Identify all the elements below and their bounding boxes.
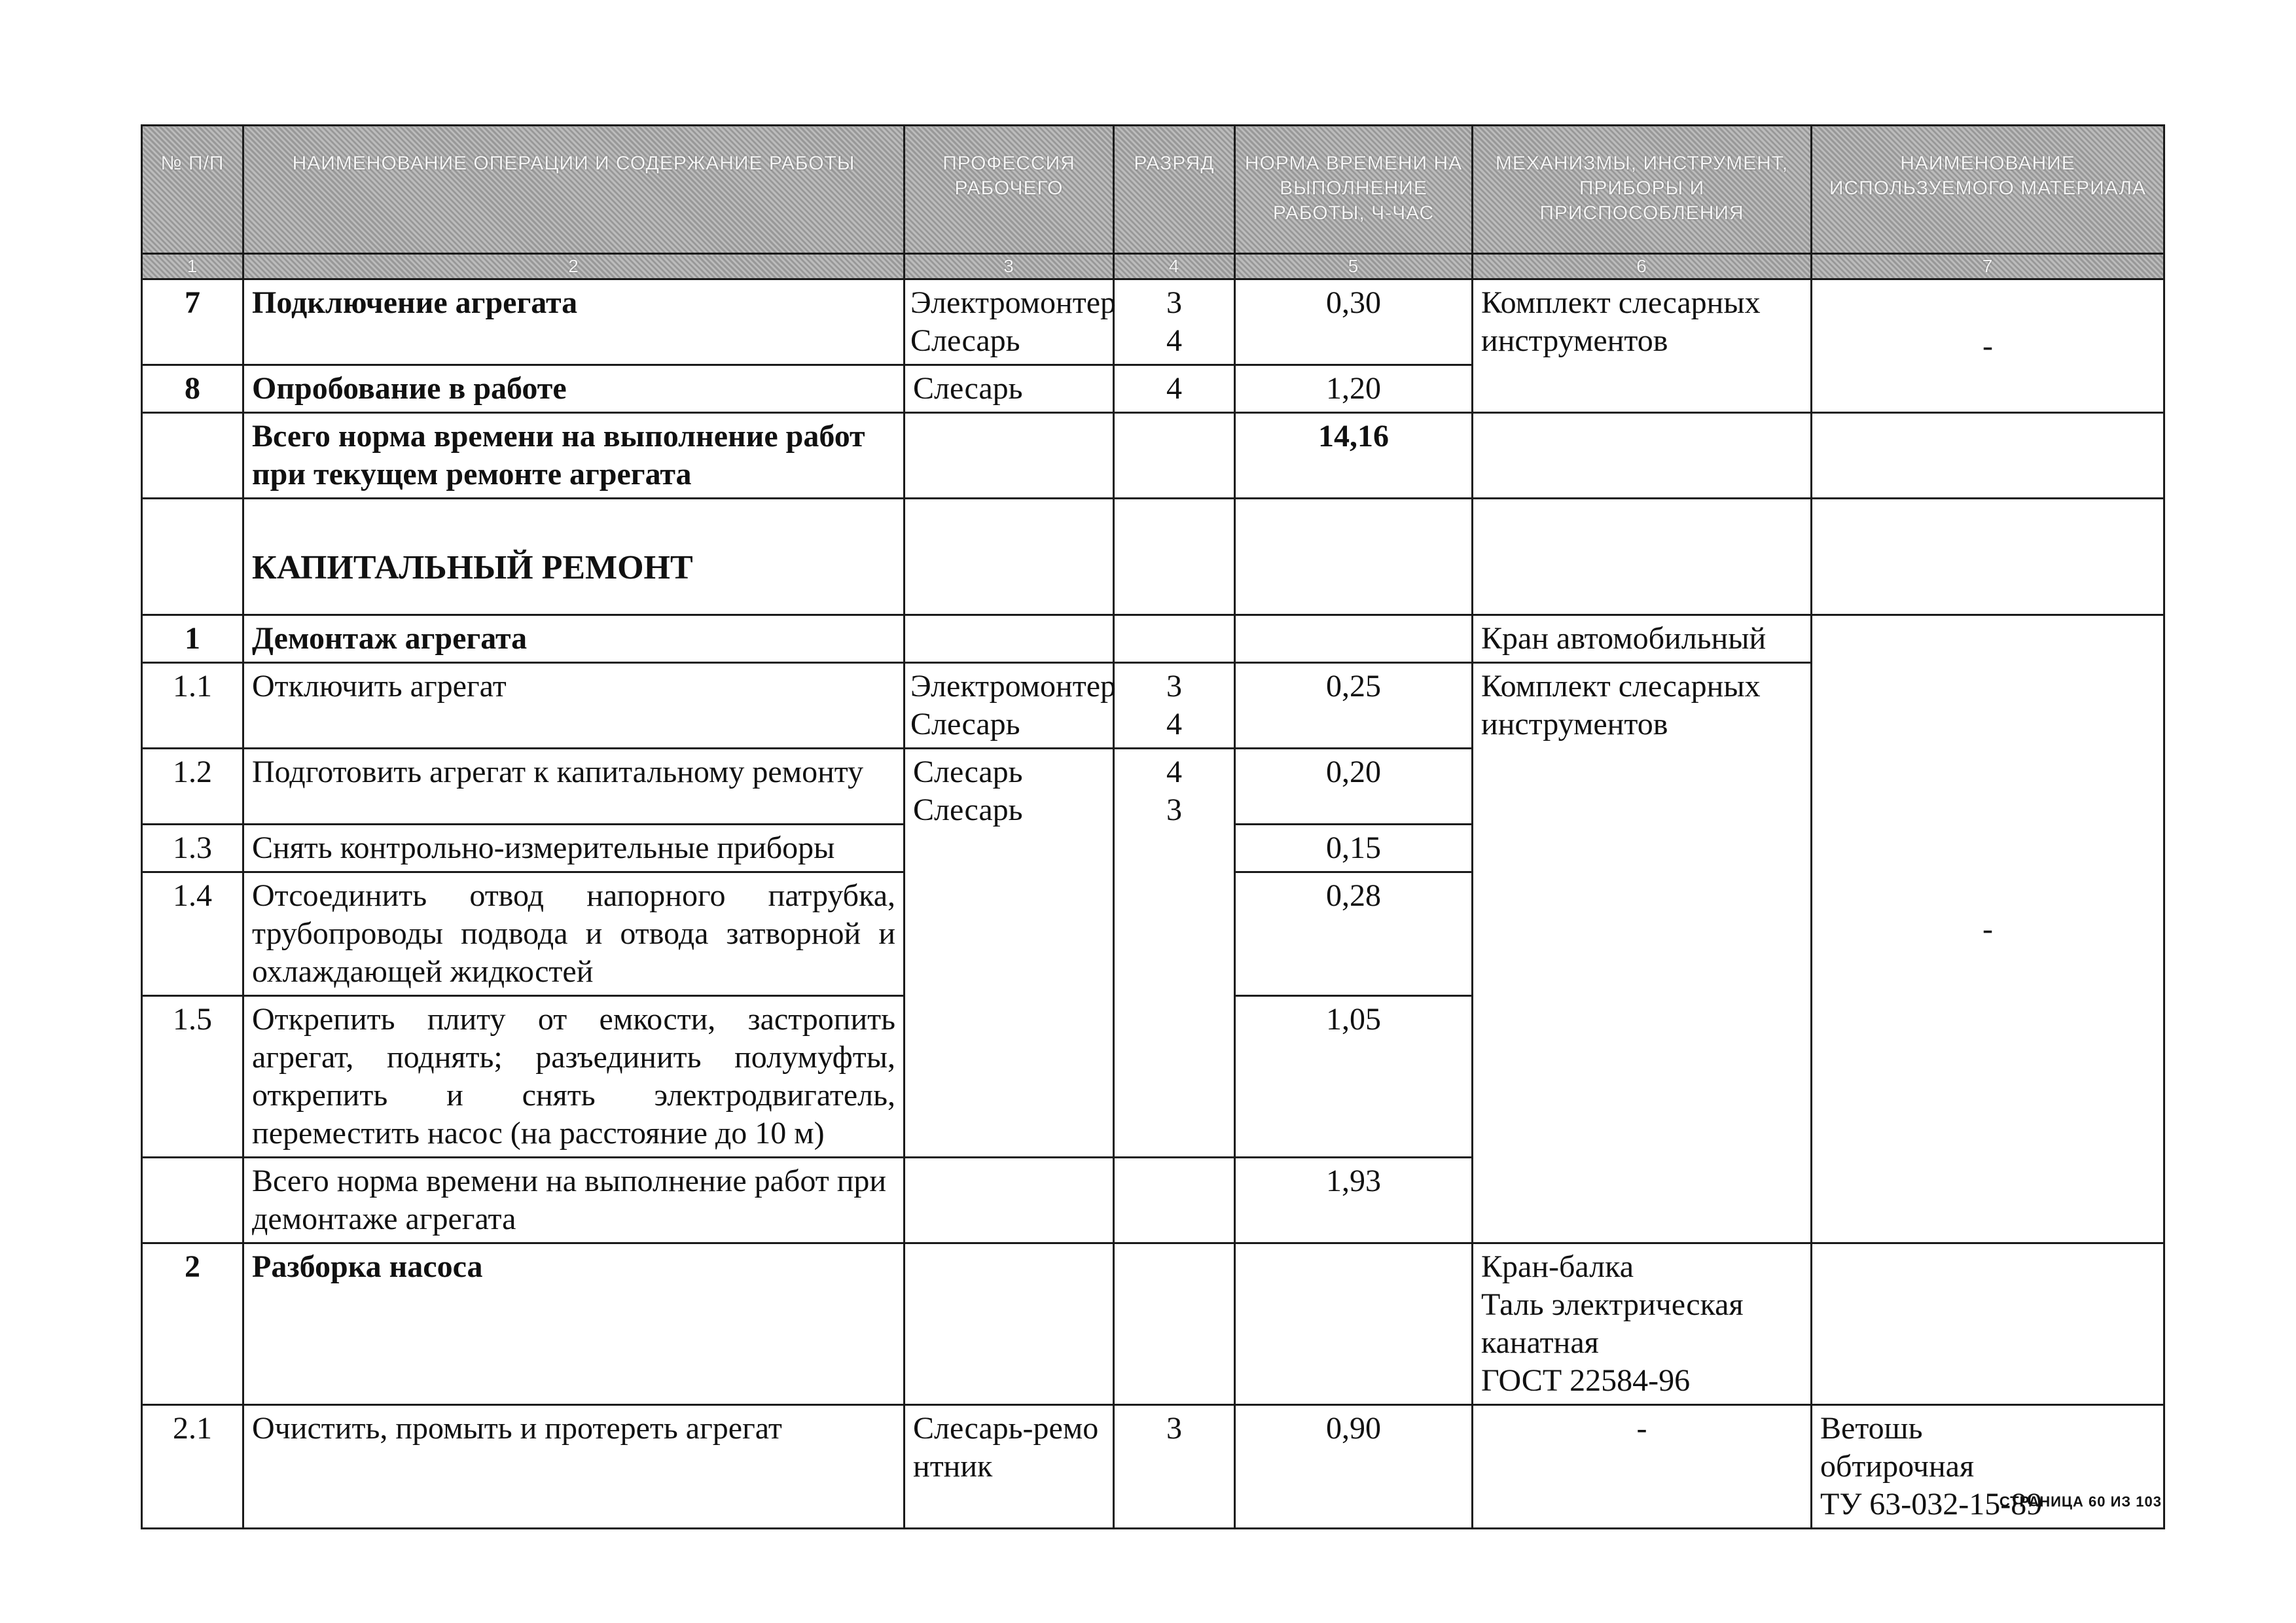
row-number: 1 — [142, 615, 243, 663]
grade-line: 3 — [1166, 669, 1182, 704]
operation-name: Подключение агрегата — [243, 279, 905, 365]
header-operation: НАИМЕНОВАНИЕ ОПЕРАЦИИ И СОДЕРЖАНИЕ РАБОТЫ — [243, 126, 905, 254]
table-row — [142, 615, 2164, 663]
tools-line: Кран-балка — [1481, 1249, 1634, 1284]
grade: 3 — [1114, 1405, 1235, 1529]
profession-line: Слесарь — [910, 707, 1020, 741]
header-number-row — [142, 254, 2164, 279]
profession — [905, 663, 1114, 749]
grade — [1114, 615, 1235, 663]
profession: Слесарь-ремонтник — [905, 1405, 1114, 1529]
header-grade: РАЗРЯД — [1114, 126, 1235, 254]
header-row — [142, 126, 2164, 254]
grade — [1114, 663, 1235, 749]
row-number: 1.2 — [142, 749, 243, 825]
profession — [905, 749, 1114, 1158]
profession — [905, 279, 1114, 365]
operation-name: Открепить плиту от емкости, застропить агрегат, поднять; разъединить полумуфты, открепить и снять электродвигатель, переместить насос (на расстояние до 10 м) — [243, 996, 905, 1158]
profession-line: Слесарь — [910, 323, 1020, 358]
profession-line: Слесарь — [913, 755, 1023, 789]
grade — [1114, 1243, 1235, 1405]
row-number — [142, 1158, 243, 1243]
time-norm — [1235, 499, 1473, 615]
section-row — [142, 499, 2164, 615]
profession — [905, 499, 1114, 615]
col-number: 2 — [243, 254, 905, 279]
grade-line: 3 — [1166, 793, 1182, 827]
tools-line: ГОСТ 22584-96 — [1481, 1363, 1691, 1398]
operation-name: Снять контрольно-измерительные приборы — [243, 825, 905, 872]
material: - — [1812, 615, 2164, 1243]
header-profession: ПРОФЕССИЯ РАБОЧЕГО — [905, 126, 1114, 254]
time-norm: 1,20 — [1235, 365, 1473, 413]
tools — [1473, 499, 1812, 615]
table-row — [142, 279, 2164, 365]
work-norms-table — [141, 124, 2165, 1529]
row-number: 1.1 — [142, 663, 243, 749]
grade — [1114, 279, 1235, 365]
tools: Комплект слесарных инструментов — [1473, 279, 1812, 413]
total-row — [142, 413, 2164, 499]
operation-name: Всего норма времени на выполнение работ при демонтаже агрегата — [243, 1158, 905, 1243]
operation-name: Всего норма времени на выполнение работ при текущем ремонте агрегата — [243, 413, 905, 499]
tools — [1473, 413, 1812, 499]
tools — [1473, 1243, 1812, 1405]
time-norm: 0,25 — [1235, 663, 1473, 749]
row-number — [142, 499, 243, 615]
profession-line: Электромонтер — [910, 285, 1116, 320]
profession — [905, 1243, 1114, 1405]
operation-name: Отсоединить отвод напорного патрубка, трубопроводы подвода и отвода затворной и охлаждающей жидкостей — [243, 872, 905, 996]
row-number: 2.1 — [142, 1405, 243, 1529]
col-number: 5 — [1235, 254, 1473, 279]
grade-line: 4 — [1166, 323, 1182, 358]
material — [1812, 1243, 2164, 1405]
time-norm: 0,20 — [1235, 749, 1473, 825]
table-row — [142, 1405, 2164, 1529]
tools: - — [1473, 1405, 1812, 1529]
grade — [1114, 499, 1235, 615]
material-line: обтирочная — [1820, 1449, 1975, 1484]
material: - — [1812, 279, 2164, 413]
profession-line: Электромонтер — [910, 669, 1116, 704]
section-title: КАПИТАЛЬНЫЙ РЕМОНТ — [243, 499, 905, 615]
tools-line: Таль электрическая канатная — [1481, 1287, 1744, 1360]
tools: Кран автомобильный — [1473, 615, 1812, 663]
col-number: 3 — [905, 254, 1114, 279]
row-number: 2 — [142, 1243, 243, 1405]
row-number: 1.5 — [142, 996, 243, 1158]
col-number: 7 — [1812, 254, 2164, 279]
profession — [905, 413, 1114, 499]
page-number: СТРАНИЦА 60 ИЗ 103 — [1999, 1493, 2162, 1510]
header-material: НАИМЕНОВАНИЕ ИСПОЛЬЗУЕМОГО МАТЕРИАЛА — [1812, 126, 2164, 254]
operation-name: Подготовить агрегат к капитальному ремонту — [243, 749, 905, 825]
material-line: Ветошь — [1820, 1411, 1923, 1446]
profession — [905, 615, 1114, 663]
grade — [1114, 413, 1235, 499]
col-number: 1 — [142, 254, 243, 279]
material — [1812, 499, 2164, 615]
profession: Слесарь — [905, 365, 1114, 413]
header-number: № П/П — [142, 126, 243, 254]
row-number: 1.4 — [142, 872, 243, 996]
norms-table-sheet — [141, 124, 2163, 1529]
profession-line: Слесарь — [913, 793, 1023, 827]
row-number — [142, 413, 243, 499]
row-number: 7 — [142, 279, 243, 365]
grade-line: 4 — [1166, 755, 1182, 789]
grade — [1114, 1158, 1235, 1243]
grade-line: 3 — [1166, 285, 1182, 320]
time-norm — [1235, 1243, 1473, 1405]
time-norm: 0,30 — [1235, 279, 1473, 365]
col-number: 6 — [1473, 254, 1812, 279]
grade-line: 4 — [1166, 707, 1182, 741]
time-norm: 1,93 — [1235, 1158, 1473, 1243]
material — [1812, 413, 2164, 499]
time-norm: 0,28 — [1235, 872, 1473, 996]
row-number: 8 — [142, 365, 243, 413]
operation-name: Очистить, промыть и протереть агрегат — [243, 1405, 905, 1529]
operation-name: Отключить агрегат — [243, 663, 905, 749]
time-norm: 14,16 — [1235, 413, 1473, 499]
row-number: 1.3 — [142, 825, 243, 872]
grade — [1114, 749, 1235, 1158]
operation-name: Опробование в работе — [243, 365, 905, 413]
col-number: 4 — [1114, 254, 1235, 279]
time-norm: 0,15 — [1235, 825, 1473, 872]
material-line: ТУ 63-032-15-89 — [1820, 1487, 2043, 1522]
time-norm: 0,90 — [1235, 1405, 1473, 1529]
tools: Комплект слесарных инструментов — [1473, 663, 1812, 1243]
header-time-norm: НОРМА ВРЕМЕНИ НА ВЫПОЛНЕНИЕ РАБОТЫ, Ч-ЧАС — [1235, 126, 1473, 254]
operation-name: Разборка насоса — [243, 1243, 905, 1405]
grade: 4 — [1114, 365, 1235, 413]
time-norm: 1,05 — [1235, 996, 1473, 1158]
table-row — [142, 1243, 2164, 1405]
header-tools: МЕХАНИЗМЫ, ИНСТРУМЕНТ, ПРИБОРЫ И ПРИСПОСОБЛЕНИЯ — [1473, 126, 1812, 254]
time-norm — [1235, 615, 1473, 663]
profession — [905, 1158, 1114, 1243]
operation-name: Демонтаж агрегата — [243, 615, 905, 663]
